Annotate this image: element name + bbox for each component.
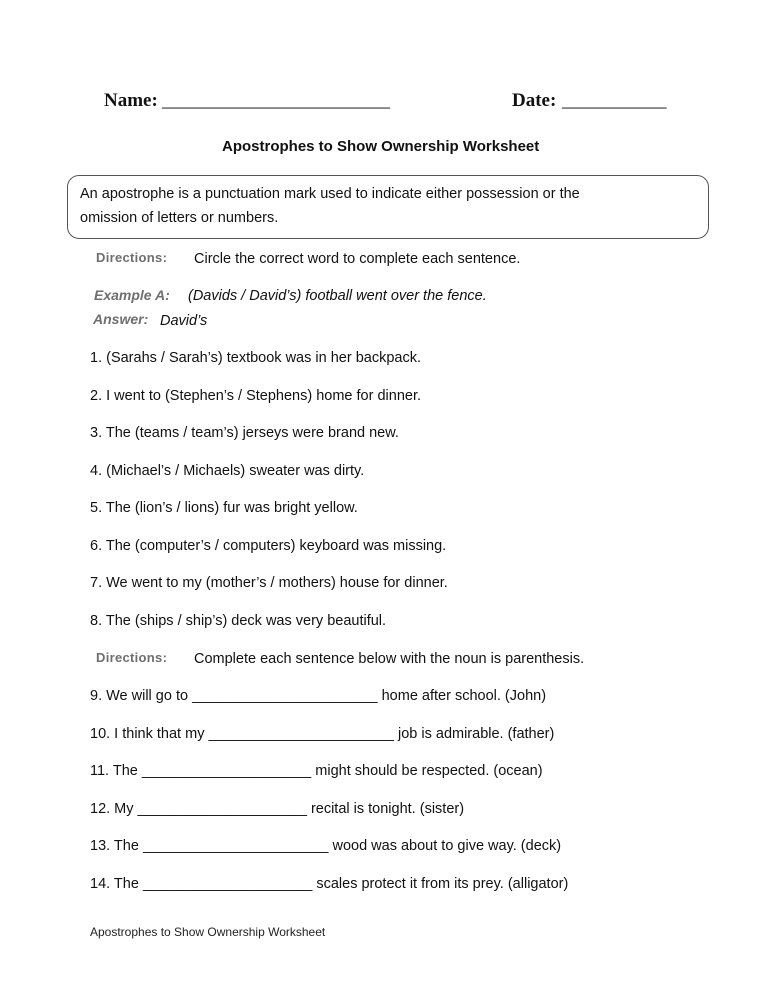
fill-in-blank[interactable]: _____________________	[137, 801, 307, 817]
fill-in-after: might should be respected. (ocean)	[315, 763, 543, 779]
fill-in-after: wood was about to give way. (deck)	[332, 838, 562, 854]
answer-text: David’s	[160, 313, 208, 329]
fill-in-blank[interactable]: _______________________	[192, 688, 378, 704]
fill-in-before: 14. The	[90, 876, 139, 892]
fill-in-item	[90, 726, 554, 742]
example-label: Example A:	[94, 287, 170, 303]
question-item: 4. (Michael’s / Michaels) sweater was dirty.	[90, 463, 365, 479]
directions-text-2: Complete each sentence below with the noun is parenthesis.	[194, 651, 585, 667]
fill-in-before: 9. We will go to	[90, 688, 189, 704]
directions-label: Directions:	[96, 250, 168, 265]
name-blank[interactable]: ________________________	[162, 90, 390, 111]
fill-in-after: job is admirable. (father)	[398, 726, 555, 742]
question-item: 6. The (computer’s / computers) keyboard was missing.	[90, 538, 447, 554]
fill-in-item	[90, 838, 561, 854]
question-item: 5. The (lion’s / lions) fur was bright yellow.	[90, 500, 358, 516]
question-item: 3. The (teams / team’s) jerseys were brand new.	[90, 425, 399, 441]
fill-in-after: scales protect it from its prey. (alligator)	[316, 876, 569, 892]
fill-in-blank[interactable]: _______________________	[208, 726, 394, 742]
fill-in-item	[90, 801, 464, 817]
fill-in-item	[90, 688, 546, 704]
example-text: (Davids / David’s) football went over the fence.	[188, 288, 487, 304]
date-blank[interactable]: ___________	[562, 90, 667, 111]
worksheet-title: Apostrophes to Show Ownership Worksheet	[222, 138, 540, 155]
page-footer: Apostrophes to Show Ownership Worksheet	[90, 925, 326, 939]
fill-in-before: 12. My	[90, 801, 134, 817]
fill-in-blank[interactable]: _____________________	[141, 763, 312, 779]
fill-in-after: recital is tonight. (sister)	[310, 801, 465, 817]
question-item: 1. (Sarahs / Sarah’s) textbook was in her backpack.	[90, 350, 421, 366]
question-item: 7. We went to my (mother’s / mothers) house for dinner.	[90, 575, 448, 591]
date-label: Date:	[512, 90, 557, 111]
fill-in-blank[interactable]: _______________________	[142, 838, 329, 854]
answer-label: Answer:	[93, 311, 149, 327]
fill-in-before: 13. The	[90, 838, 139, 854]
fill-in-before: 10. I think that my	[90, 726, 205, 742]
definition-line-1: An apostrophe is a punctuation mark used to indicate either possession or the	[80, 186, 580, 202]
fill-in-after: home after school. (John)	[381, 688, 547, 704]
definition-box	[67, 175, 709, 239]
directions-label-2: Directions:	[96, 650, 168, 665]
definition-line-2: omission of letters or numbers.	[80, 210, 279, 226]
question-item: 8. The (ships / ship’s) deck was very beautiful.	[90, 613, 387, 629]
question-item: 2. I went to (Stephen’s / Stephens) home for dinner.	[90, 388, 422, 404]
name-label: Name:	[104, 90, 158, 111]
fill-in-blank[interactable]: _____________________	[142, 876, 313, 892]
fill-in-item	[90, 763, 543, 779]
fill-in-before: 11. The	[90, 763, 138, 779]
fill-in-item	[90, 876, 568, 892]
directions-text: Circle the correct word to complete each sentence.	[194, 251, 521, 267]
